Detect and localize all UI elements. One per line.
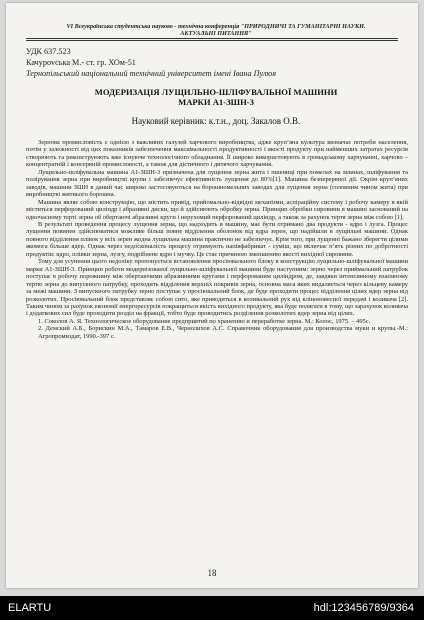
header-rule-top (26, 38, 398, 39)
conference-header-line-1: VI Всеукраїнська студентська науково - технічна конференція "ПРИРОДНИЧІ ТА ГУМАНІТАРНІ НАУКИ. (66, 23, 366, 30)
article-body (26, 139, 408, 340)
status-bar (0, 596, 424, 620)
handle-identifier: hdl:123456789/9364 (313, 602, 414, 614)
header-rule-bottom (26, 40, 398, 41)
paragraph: В результаті проведення процесу лущення зерна, що надходить в машину, має бути отримано два продукти - ядро і лузга. Процес лущення повинен здійснюватися можливе більш повне відділення оболонок від ядра зерен, що надійшли в лущильні машини. Однак повного відділення плівок у всіх зерен жодна лущильна машина практично не забезпечує. Крім того, при лущенні бажано зберегти цілими якомога більше ядер. Однак через недосконалість процесу отримують напівфабрикат - суміш, що включає п’ять різних по добротності продуктів: ядро, плівки зерна, лузгу, подрібнене ядро і мучку. Це стає причиною зменшенню якості вихідної сировини. (26, 220, 408, 258)
paragraph: Зернова промисловість є однією з важливих галузей харчового виробництва, адже круп’яна культура визначає потреби населення, потім у залежності від цих показників забезпечення максимальності продуктивності і якості продукту при найменших затратах ресурсів створюють та реконструюють вже існуючe технологічного обладнання. Її широко використовують в громадському харчуванні, харчово – концентратній і консервній промисловості, а також для дістичного і дитячого харчування. (26, 139, 408, 169)
udc-code: УДК 637.523 (26, 47, 71, 56)
institution-line: Тернопільський національний технічний університет імені Івана Пулюя (26, 69, 277, 78)
paragraph: Машина являє собою конструкцію, що містить привід, прийомально-відвідні механізми, аспіраційну систему і робочу камеру в якій міститься перфорований циліндр і абразивні диски, що й здійснюють обробку зерна. Принцип обробки сировини в машині заснований на одночасному терті зерна об обертаючі абразивні круги і нерухомий перфорований циліндр, а також за рахунок тертя зерна між собою [1]. (26, 198, 408, 221)
article-title-line-2: МАРКИ А1-ЗШН-3 (178, 97, 254, 107)
paragraph: Тому для усунення цього недоліку пропонується встановлення просіювального блоку в конструкцію лущильно-шліфувальної машини марки А1-ЗШН-3. Принцип роботи модернізованої лущильно-шліфувальної машини буде наступним: зерно через приймальний патрубок поступає в робочу порожнину між обертаючими абразивними кругами і перфорованим циліндром, де, завдяки інтенсивному взаємному тертю зерна до випускного патрубку, проходить відділення верхніх покривів зерна, основна маса яких видаляється через кільцеву камеру за межі машини. З випускного патрубку зерно поступає у просіювальний блок, де буде проходити процес відділення цілих ядер зерна від розколотих. Просіювальний блок представляє собою сито, яке приводиться в коливальний рух від кліноновесної передачі і коливача [2]. Таким чином за рахунок економії енергоресурсів покращиться якість вихідного продукту, яка буде полягати в тому, що зарахунок коливача і додаткових сил буде проходити розділ на фракції, тобто буде проводитись розділення розколотих ядер зерна від цілих. (26, 258, 408, 318)
reference-item: 2. Демский А.Б., Борискин М.А., Тамаров Е.В., Чернолихов А.С. Справочник оборудования для производства муки и крупы.-М.: Агропромиздат, 1990.-397 с. (38, 325, 408, 340)
conference-header-line-2: АКТУАЛЬНІ ПИТАННЯ" (180, 30, 252, 37)
page-number: 18 (207, 568, 217, 578)
paragraph: Лущильно-шліфувальна машина А1-ЗШН-3 призначена для лущення зерна жита і пшениці при помелах на млинах, шліфування та полірування зерна при виробництві крупи і забезпечує ефективність лущення до 80%[1]. Машина безперервної дії. Окрім круп’яних заводів, машини ЗШН в даний час широко застосовуються на борошномельних заводах для лущення зерна (головним чином жита) при виробництві житнього борошна. (26, 168, 408, 199)
repository-name: ELARTU (8, 602, 52, 614)
article-title-line-1: МОДЕРИЗАЦІЯ ЛУЩИЛЬНО-ШЛІФУВАЛЬНОЇ МАШИНИ (94, 87, 338, 97)
author-line: Качурovська М.- ст. гр. ХОм-51 (26, 58, 136, 67)
document-page (6, 3, 418, 588)
conference-header (36, 23, 396, 37)
reference-item: 1. Соколов А. Я. Технологическое оборудование предприятий по хранению и переработке зерна. М.: Колос, 1975. – 495с. (38, 317, 371, 325)
supervisor-line: Науковий керівник: к.т.н., доц. Закалов О.В. (131, 116, 301, 126)
